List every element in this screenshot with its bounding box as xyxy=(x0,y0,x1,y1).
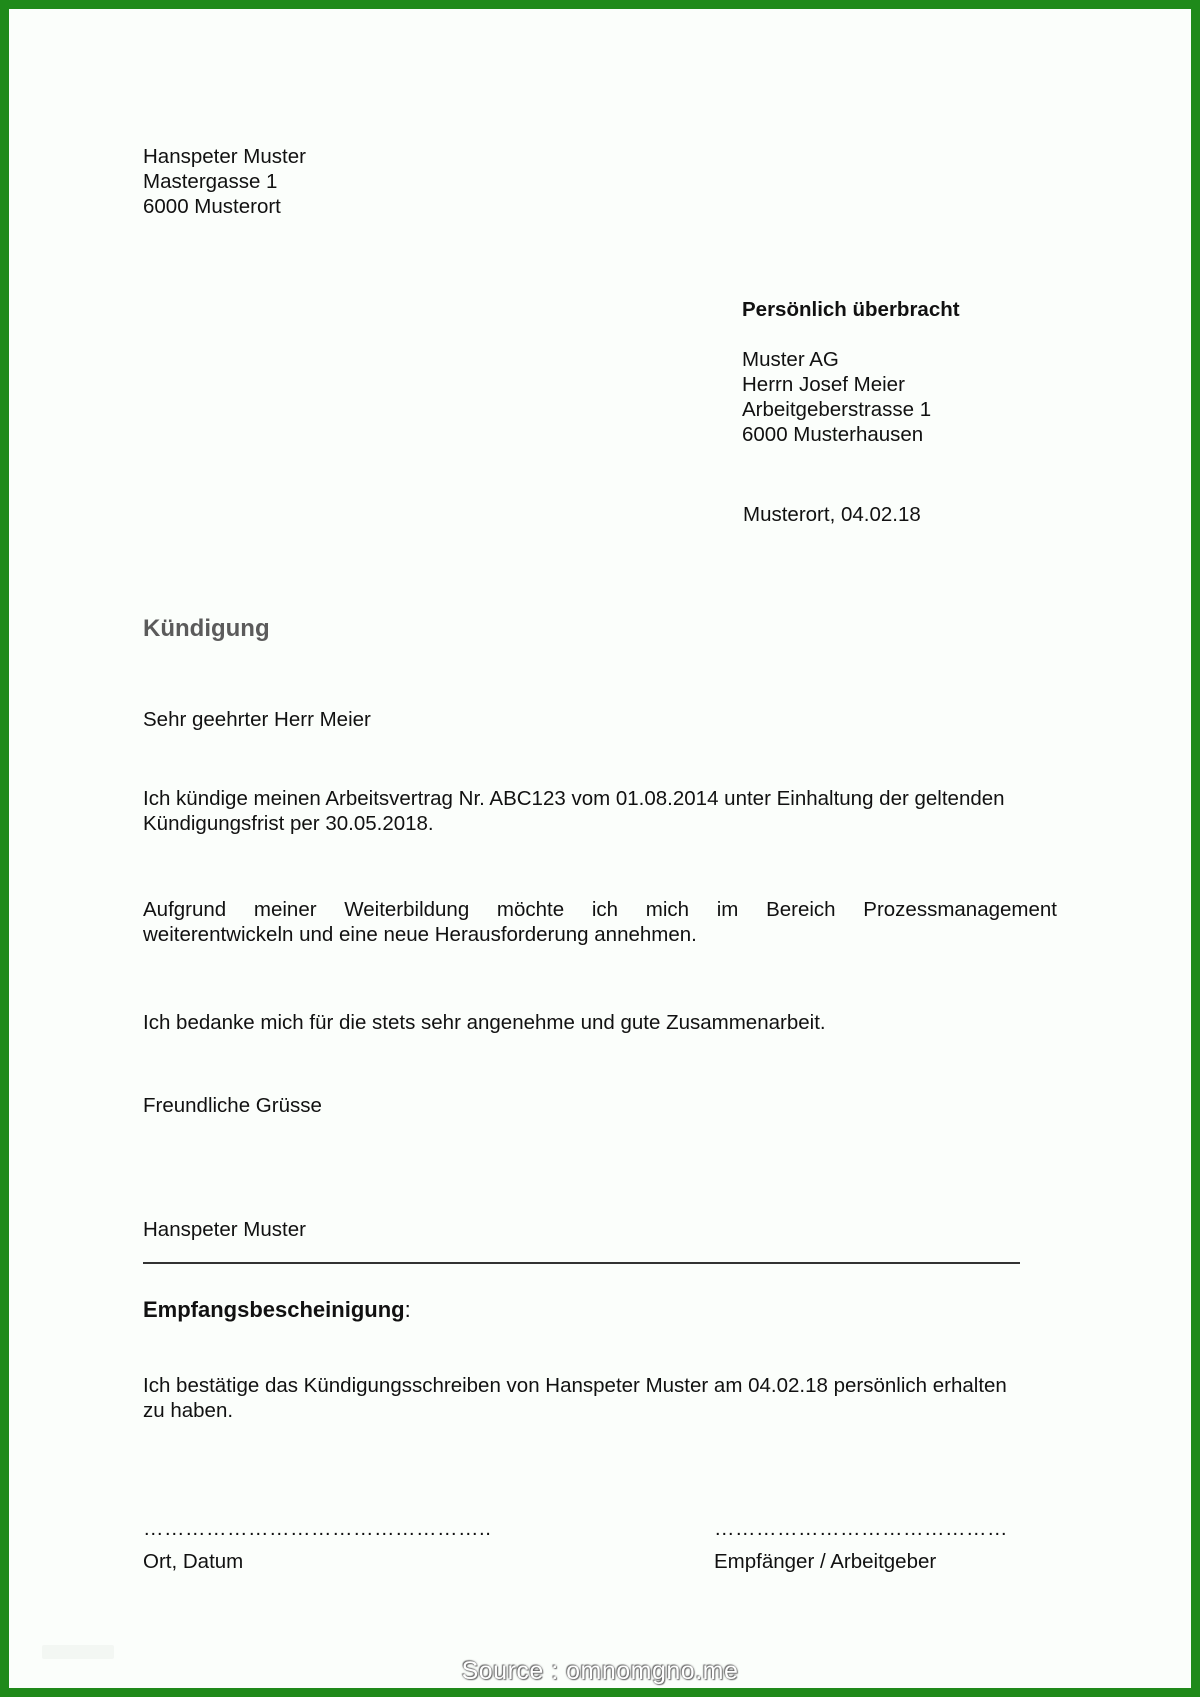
signer-name: Hanspeter Muster xyxy=(143,1218,306,1241)
sender-street: Mastergasse 1 xyxy=(143,170,278,193)
paragraph-reason xyxy=(143,897,1057,947)
receipt-line: Ich bestätige das Kündigungsschreiben von Hanspeter Muster am 04.02.18 persönlich erhalten xyxy=(143,1374,1007,1397)
receipt-heading xyxy=(143,1297,411,1322)
delivery-note: Persönlich überbracht xyxy=(742,298,960,321)
sender-name: Hanspeter Muster xyxy=(143,145,306,168)
paragraph-line: weiterentwickeln und eine neue Herausforderung annehmen. xyxy=(143,923,697,946)
letter-subject: Kündigung xyxy=(143,615,270,642)
paragraph-thanks: Ich bedanke mich für die stets sehr angenehme und gute Zusammenarbeit. xyxy=(143,1011,826,1034)
sender-city: 6000 Musterort xyxy=(143,195,281,218)
paragraph-line: Ich kündige meinen Arbeitsvertrag Nr. ABC123 vom 01.08.2014 unter Einhaltung der geltenden xyxy=(143,787,1005,810)
source-caption: Source : omnomgno.me xyxy=(461,1657,739,1685)
receipt-text xyxy=(143,1373,1063,1423)
signature-line-place-date: ………………………………………….. xyxy=(143,1517,492,1540)
paragraph-termination xyxy=(143,786,1057,836)
receipt-heading-colon: : xyxy=(404,1297,411,1322)
receipt-heading-text: Empfangsbescheinigung xyxy=(143,1297,405,1322)
signature-line-recipient: …………………………………… xyxy=(714,1517,1008,1540)
recipient-employer-label: Empfänger / Arbeitgeber xyxy=(714,1550,937,1573)
receipt-line: zu haben. xyxy=(143,1399,234,1422)
paragraph-line: Kündigungsfrist per 30.05.2018. xyxy=(143,812,434,835)
recipient-city: 6000 Musterhausen xyxy=(742,423,924,446)
recipient-street: Arbeitgeberstrasse 1 xyxy=(742,398,932,421)
place-date-label: Ort, Datum xyxy=(143,1550,244,1573)
sender-address xyxy=(143,144,306,219)
paragraph-line: Aufgrund meiner Weiterbildung möchte ich mich im Bereich Prozessmanagement xyxy=(143,898,1057,921)
closing: Freundliche Grüsse xyxy=(143,1094,322,1117)
place-date: Musterort, 04.02.18 xyxy=(743,503,921,526)
recipient-company: Muster AG xyxy=(742,348,839,371)
recipient-address xyxy=(742,347,931,447)
faint-watermark xyxy=(42,1645,114,1659)
separator-line xyxy=(143,1262,1020,1264)
salutation: Sehr geehrter Herr Meier xyxy=(143,708,371,731)
recipient-person: Herrn Josef Meier xyxy=(742,373,905,396)
